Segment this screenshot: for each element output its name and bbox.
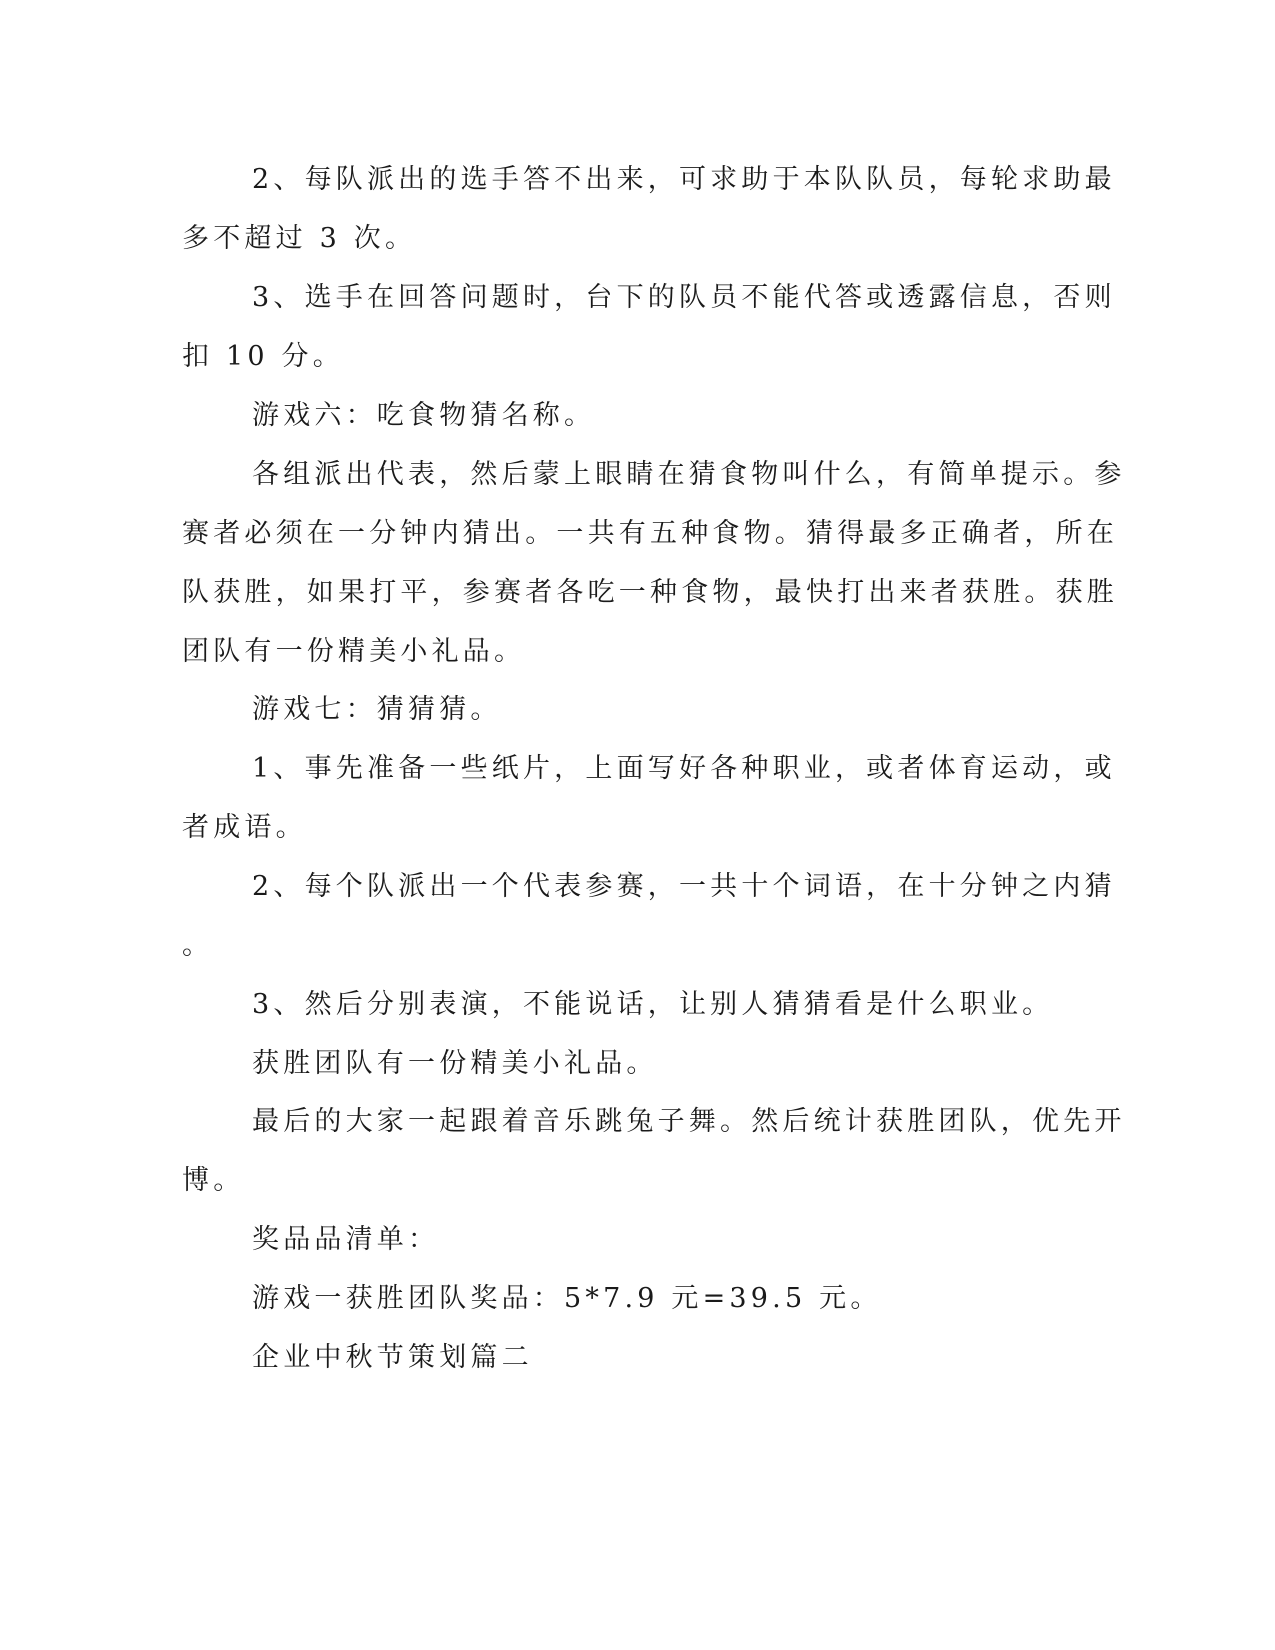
paragraph-line: 赛者必须在一分钟内猜出。一共有五种食物。猜得最多正确者，所在 <box>182 518 1118 549</box>
paragraph-line: 。 <box>182 930 214 961</box>
paragraph-line: 团队有一份精美小礼品。 <box>182 636 526 667</box>
paragraph-line: 3、选手在回答问题时，台下的队员不能代答或透露信息，否则 <box>252 282 1116 313</box>
section-heading: 游戏七：猜猜猜。 <box>252 694 502 725</box>
section-heading: 企业中秋节策划篇二 <box>252 1342 533 1373</box>
paragraph-line: 3、然后分别表演，不能说话，让别人猜猜看是什么职业。 <box>252 989 1054 1020</box>
section-heading: 奖品品清单： <box>252 1224 440 1255</box>
paragraph-line: 获胜团队有一份精美小礼品。 <box>252 1048 658 1079</box>
paragraph-line: 多不超过 3 次。 <box>182 223 417 254</box>
paragraph-line: 者成语。 <box>182 812 307 843</box>
paragraph-line: 最后的大家一起跟着音乐跳兔子舞。然后统计获胜团队，优先开 <box>252 1106 1126 1137</box>
paragraph-line: 博。 <box>182 1165 245 1196</box>
paragraph-line: 2、每队派出的选手答不出来，可求助于本队队员，每轮求助最 <box>252 164 1116 195</box>
paragraph-line: 2、每个队派出一个代表参赛，一共十个词语，在十分钟之内猜 <box>252 871 1116 902</box>
section-heading: 游戏六：吃食物猜名称。 <box>252 400 596 431</box>
paragraph-line: 1、事先准备一些纸片，上面写好各种职业，或者体育运动，或 <box>252 753 1116 784</box>
paragraph-line: 游戏一获胜团队奖品：5*7.9 元=39.5 元。 <box>252 1283 882 1314</box>
paragraph-line: 扣 10 分。 <box>182 341 344 372</box>
paragraph-line: 队获胜，如果打平，参赛者各吃一种食物，最快打出来者获胜。获胜 <box>182 577 1118 608</box>
paragraph-line: 各组派出代表，然后蒙上眼睛在猜食物叫什么，有简单提示。参 <box>252 459 1126 490</box>
